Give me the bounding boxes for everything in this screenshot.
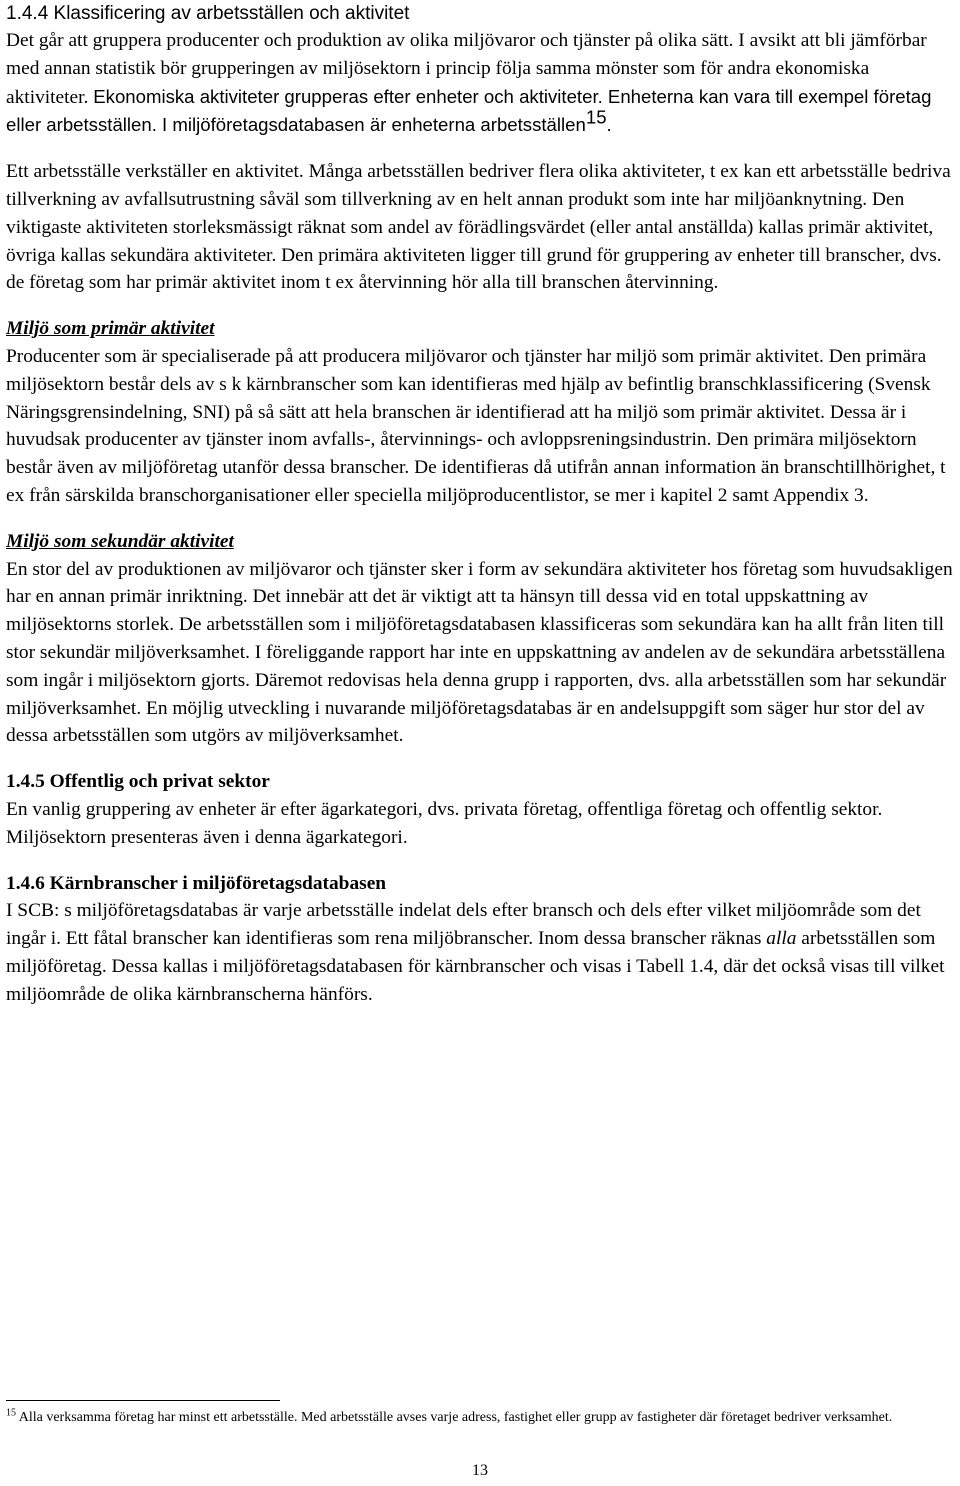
footnote-separator bbox=[6, 1400, 280, 1401]
paragraph-core-industries bbox=[6, 897, 956, 1008]
footnote-reference[interactable]: 15 bbox=[585, 106, 607, 128]
subheading-secondary-activity: Miljö som sekundär aktivitet bbox=[6, 530, 234, 552]
core-industries-text-part1: I SCB: s miljöföretagsdatabas är varje arbetsställe indelat dels efter bransch och dels efter vilket miljöområde som det ingår i. Ett fåtal branscher kan identifieras som rena miljöbranscher. Inom dessa branscher räknas bbox=[6, 900, 921, 950]
core-industries-italic-word: alla bbox=[766, 928, 797, 950]
section-heading-1-4-6: 1.4.6 Kärnbranscher i miljöföretagsdatabasen bbox=[6, 872, 387, 894]
paragraph-classification bbox=[6, 27, 956, 140]
paragraph-public-private: En vanlig gruppering av enheter är efter ägarkategori, dvs. privata företag, offentliga företag och offentlig sektor. Miljösektorn presenteras även i denna ägarkategori. bbox=[6, 798, 883, 848]
paragraph-classification-serif: Det går att gruppera producenter och produktion av olika miljövaror och tjänster på olika sätt. I avsikt att bli jämförbar med annan statistik bör grupperingen av miljösektorn i princip följa samma mönster som för andra ekonomiska aktiviteter. bbox=[6, 30, 927, 108]
footnote-number: 15 bbox=[6, 1407, 16, 1419]
paragraph-activity: Ett arbetsställe verkställer en aktivitet. Många arbetsställen bedriver flera olika aktiviteter, t ex kan ett arbetsställe bedriva tillverkning av avfallsutrustning såväl som tillverkning av en helt annan produkt som inte har miljöanknytning. Den viktigaste aktiviteten storleksmässigt räknat som andel av förädlingsvärdet (eller antal anställda) kallas primär aktivitet, övriga kallas sekundära aktiviteter. Den primära aktiviteten ligger till grund för gruppering av enheter till branscher, dvs. de företag som har primär aktivitet inom t ex återvinning hör alla till branschen återvinning. bbox=[6, 161, 951, 294]
paragraph-primary-activity: Producenter som är specialiserade på att producera miljövaror och tjänster har miljö som primär aktivitet. Den primära miljösektorn består dels av s k kärnbranscher som kan identifieras med hjälp av befintlig branschklassificering (Svensk Näringsgrensindelning, SNI) på så sätt att hela branschen är identifierad att ha miljö som primär aktivitet. Dessa är i huvudsak producenter av tjänster inom avfalls-, återvinnings- och avloppsreningsindustrin. Den primära miljösektorn består även av miljöföretag utanför dessa branscher. De identifieras då utifrån annan information än branschtillhörighet, t ex från särskilda branschorganisationer eller speciella miljöproducentlistor, se mer i kapitel 2 samt Appendix 3. bbox=[6, 345, 946, 506]
footnote-text: Alla verksamma företag har minst ett arbetsställe. Med arbetsställe avses varje adress, fastighet eller grupp av fastigheter där företaget bedriver verksamhet. bbox=[16, 1410, 893, 1425]
footnote bbox=[6, 1407, 946, 1428]
document-page bbox=[6, 0, 956, 1009]
subheading-primary-activity: Miljö som primär aktivitet bbox=[6, 318, 215, 340]
paragraph-end-period: . bbox=[606, 114, 612, 136]
page-number: 13 bbox=[472, 1462, 488, 1479]
section-heading-1-4-4: 1.4.4 Klassificering av arbetsställen och aktivitet bbox=[6, 3, 410, 24]
core-industries-text-part2: arbetsställen som miljöföretag. Dessa kallas i miljöföretagsdatabasen för kärnbranscher och visas i Tabell 1.4, där det också visas till vilket miljöområde de olika kärnbranscherna hänförs. bbox=[6, 928, 945, 1005]
section-heading-1-4-5: 1.4.5 Offentlig och privat sektor bbox=[6, 771, 270, 793]
paragraph-secondary-activity: En stor del av produktionen av miljövaror och tjänster sker i form av sekundära aktiviteter hos företag som huvudsakligen har en annan primär inriktning. Det innebär att det är viktigt att ta hänsyn till dessa vid en total uppskattning av miljösektorns storlek. De arbetsställen som i miljöföretagsdatabasen klassificeras som sekundära kan ha allt från liten till stor sekundär miljöverksamhet. I föreliggande rapport har inte en uppskattning av andelen av de sekundära arbetsställena som ingår i miljösektorn gjorts. Däremot redovisas hela denna grupp i rapporten, dvs. alla arbetsställen som har sekundär miljöverksamhet. En möjlig utveckling i nuvarande miljöföretagsdatabas är en andelsuppgift som säger hur stor del av dessa arbetsställen som utgörs av miljöverksamhet. bbox=[6, 558, 953, 747]
paragraph-classification-sans: Ekonomiska aktiviteter grupperas efter enheter och aktiviteter. Enheterna kan vara till exempel företag eller arbetsställen. I miljöföretagsdatabasen är enheterna arbetsställen bbox=[6, 85, 932, 136]
